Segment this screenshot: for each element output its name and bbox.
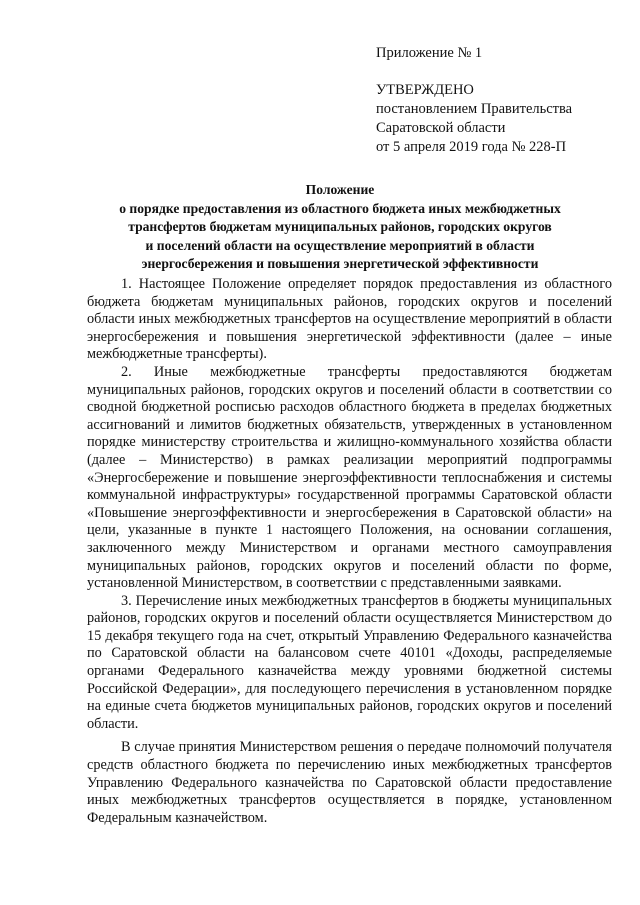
document-body xyxy=(87,276,612,827)
title-line: трансфертов бюджетам муниципальных районов, городских округов xyxy=(128,219,552,234)
decree-line-3: от 5 апреля 2019 года № 228-П xyxy=(376,139,567,155)
paragraph-1: 1. Настоящее Положение определяет порядок предоставления из областного бюджета бюджетам муниципальных районов, городских округов и поселений области иных межбюджетных трансфертов на осуществление мероприятий в области энергосбережения и повышения энергетической эффективности (далее – иные межбюджетные трансферты). xyxy=(87,276,612,363)
title-line: о порядке предоставления из областного бюджета иных межбюджетных xyxy=(119,200,561,216)
paragraph-2: 2. Иные межбюджетные трансферты предоставляются бюджетам муниципальных районов, городских округов и поселений области в соответствии со сводной бюджетной росписью расходов областного бюджета в пределах бюджетных ассигнований и лимитов бюджетных обязательств, утвержденных в установленном порядке министерству строительства и жилищно-коммунального хозяйства области (далее – Министерство) в рамках реализации мероприятий подпрограммы «Энергосбережение и повышение энергоэффективности теплоснабжения и системы коммунальной инфраструктуры» государственной программы Саратовской области «Повышение энергоэффективности и энергосбережения в Саратовской области» на цели, указанные в пункте 1 настоящего Положения, на основании соглашения, заключенного между Министерством и органами местного самоуправления муниципальных районов, городских округов и поселений области по форме, установленной Министерством, в соответствии с представленными заявками. xyxy=(87,363,612,592)
title-line: Положение xyxy=(305,182,375,197)
appendix-label: Приложение № 1 xyxy=(376,45,483,61)
document-title xyxy=(60,181,620,274)
title-line: и поселений области на осуществление мероприятий в области xyxy=(145,237,535,253)
title-line: энергосбережения и повышения энергетической эффективности xyxy=(141,256,539,271)
decree-line-2: Саратовской области xyxy=(376,120,506,136)
paragraph-4: В случае принятия Министерством решения о передаче полномочий получателя средств областного бюджета по перечислению иных межбюджетных трансфертов Управлению Федерального казначейства по Саратовской области предоставление иных межбюджетных трансфертов осуществляется в порядке, установленном Федеральным казначейством. xyxy=(87,739,612,826)
approval-header xyxy=(376,44,626,157)
approved-label: УТВЕРЖДЕНО xyxy=(376,82,474,98)
paragraph-3: 3. Перечисление иных межбюджетных трансфертов в бюджеты муниципальных районов, городских округов и поселений области осуществляется Министерством до 15 декабря текущего года на счет, открытый Управлению Федерального казначейства по Саратовской области на балансовом счете 40101 «Доходы, распределяемые органами Федерального казначейства между уровнями бюджетной системы Российской Федерации», для последующего перечисления в установленном порядке на единые счета бюджетов муниципальных районов, городских округов и поселений области. xyxy=(87,592,612,732)
decree-line-1: постановлением Правительства xyxy=(376,101,573,117)
